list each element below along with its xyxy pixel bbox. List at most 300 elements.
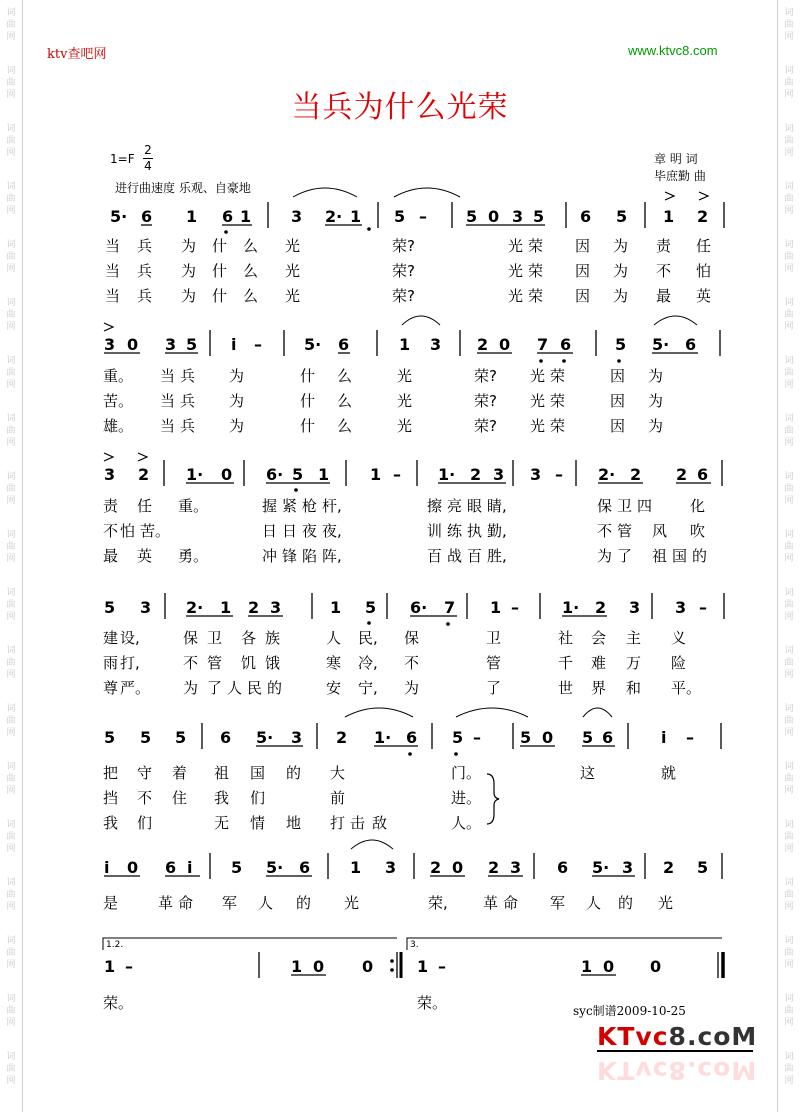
- lyric-char: 么: [243, 237, 259, 255]
- lyric-char: 会: [591, 629, 607, 647]
- lyric-char: 不: [183, 654, 199, 672]
- lyric-char: 险: [671, 654, 687, 672]
- lyric-char: 荣: [550, 367, 566, 385]
- watermark-char: 网: [784, 264, 794, 274]
- lyric-char: 民,: [358, 629, 378, 647]
- lyric-char: 不: [404, 654, 420, 672]
- score-note: 2: [697, 207, 709, 226]
- watermark-char: 曲: [784, 716, 794, 726]
- lyric-char: 兵: [137, 287, 153, 305]
- lyric-char: 的: [618, 894, 634, 912]
- slur: [583, 708, 612, 717]
- score-note: 1: [350, 858, 362, 877]
- lyric-char: 么: [243, 262, 259, 280]
- score-note: 1: [399, 335, 411, 354]
- score-note: –: [473, 728, 481, 747]
- watermark-char: 词: [784, 762, 794, 772]
- watermark-char: 网: [6, 32, 16, 42]
- score-note: 1·: [438, 465, 456, 484]
- watermark-char: 曲: [784, 368, 794, 378]
- lyric-char: 各: [241, 629, 257, 647]
- lyric-char: 睛,: [487, 497, 507, 515]
- lyric-char: 握: [262, 497, 278, 515]
- lyric-char: 当: [105, 262, 121, 280]
- lyric-char: 任: [696, 237, 712, 255]
- lyric-char: 敌: [372, 814, 388, 832]
- lyric-char: 荣。: [103, 994, 134, 1012]
- lyric-char: 民: [247, 679, 263, 697]
- score-note: 5: [452, 728, 464, 747]
- score-note: 1·: [186, 465, 204, 484]
- score-note: 1: [490, 598, 502, 617]
- lyric-char: 什: [300, 367, 316, 385]
- lyric-char: 夜,: [322, 522, 342, 540]
- lyric-char: 荣?: [474, 417, 497, 435]
- watermark-char: 词: [784, 124, 794, 134]
- score-note: i: [231, 335, 237, 354]
- score-note: 2: [336, 728, 348, 747]
- watermark-char: 词: [784, 414, 794, 424]
- lyric-char: 卫: [486, 629, 502, 647]
- score-note: 2: [430, 858, 442, 877]
- score-note: 0: [221, 465, 233, 484]
- lyric-char: 责: [103, 497, 119, 515]
- score-note: 5: [292, 465, 304, 484]
- lyric-char: 设,: [120, 629, 140, 647]
- score-note: 6: [165, 858, 177, 877]
- watermark-char: 网: [784, 960, 794, 970]
- score-note: 0: [650, 957, 662, 976]
- score-note: 6: [299, 858, 311, 877]
- watermark-char: 曲: [784, 600, 794, 610]
- lyric-char: 练: [447, 522, 463, 540]
- accent-mark: [699, 192, 708, 200]
- lyric-char: 无: [214, 814, 230, 832]
- volta-bracket-1: [103, 938, 397, 950]
- lyric-char: 为: [183, 679, 199, 697]
- time-denominator: 4: [144, 159, 152, 173]
- watermark-char: 曲: [6, 252, 16, 262]
- score-note: 3: [510, 858, 522, 877]
- watermark-char: 曲: [6, 1006, 16, 1016]
- watermark-char: 曲: [6, 658, 16, 668]
- lyric-char: 兵: [180, 392, 196, 410]
- lyric-char: 世: [558, 679, 574, 697]
- lyric-char: 亮: [447, 497, 463, 515]
- lyric-char: 的: [286, 764, 302, 782]
- score-note: i: [104, 858, 110, 877]
- lyric-char: 千: [558, 654, 574, 672]
- lyric-char: 擦: [427, 497, 443, 515]
- watermark-char: 词: [6, 8, 16, 18]
- lyric-char: 这: [580, 764, 596, 782]
- watermark-char: 词: [6, 588, 16, 598]
- watermark-char: 网: [784, 728, 794, 738]
- lyric-char: 紧: [282, 497, 298, 515]
- lyric-char: 不: [137, 789, 153, 807]
- score-note: i: [661, 728, 667, 747]
- lyric-char: 了: [207, 679, 223, 697]
- lyric-char: 族: [265, 629, 281, 647]
- lyric-char: 饥: [241, 654, 257, 672]
- lyric-char: 四: [637, 497, 653, 515]
- octave-dot: [562, 359, 566, 363]
- lyric-char: 们: [137, 814, 153, 832]
- lyric-char: 宁,: [358, 679, 378, 697]
- score-note: 1: [330, 598, 342, 617]
- watermark-char: 词: [784, 588, 794, 598]
- lyric-char: 光: [508, 287, 524, 305]
- watermark-char: 曲: [6, 716, 16, 726]
- lyric-char: 最: [656, 287, 672, 305]
- watermark-char: 曲: [784, 252, 794, 262]
- site-name-left[interactable]: ktv查吧网: [47, 47, 107, 62]
- lyric-char: 打,: [120, 654, 140, 672]
- lyric-char: 兵: [180, 417, 196, 435]
- watermark-char: 词: [784, 936, 794, 946]
- lyric-char: 阵,: [322, 547, 342, 565]
- lyric-char: 么: [337, 392, 353, 410]
- lyric-char: 祖: [652, 547, 668, 565]
- watermark-char: 网: [6, 670, 16, 680]
- lyric-char: 杆,: [322, 497, 342, 515]
- score-note: 5: [104, 728, 116, 747]
- lyric-char: 不: [656, 262, 672, 280]
- watermark-char: 曲: [784, 890, 794, 900]
- watermark-char: 网: [6, 496, 16, 506]
- lyric-char: 因: [610, 367, 626, 385]
- watermark-char: 网: [6, 90, 16, 100]
- watermark-char: 词: [784, 66, 794, 76]
- lyric-char: 地: [286, 814, 302, 832]
- lyric-char: 为: [613, 262, 629, 280]
- watermark-char: 曲: [6, 368, 16, 378]
- lyric-char: 革: [483, 894, 499, 912]
- lyric-char: 什: [212, 287, 228, 305]
- lyric-char: 人: [258, 894, 274, 912]
- watermark-char: 词: [784, 646, 794, 656]
- lyric-char: 管: [486, 654, 502, 672]
- score-note: 3: [493, 465, 505, 484]
- watermark-char: 网: [6, 264, 16, 274]
- lyric-char: 冲: [262, 547, 278, 565]
- lyric-char: 为: [648, 367, 664, 385]
- lyric-char: 大: [330, 764, 346, 782]
- score-note: 2: [248, 598, 260, 617]
- score-note: 5·: [592, 858, 610, 877]
- watermark-char: 网: [6, 960, 16, 970]
- watermark-char: 网: [6, 148, 16, 158]
- score-note: 2: [595, 598, 607, 617]
- lyric-char: 万: [626, 654, 642, 672]
- lyric-char: 为: [229, 367, 245, 385]
- lyric-char: 守: [137, 764, 153, 782]
- octave-dot: [367, 227, 371, 231]
- score-note: 2·: [598, 465, 616, 484]
- lyric-char: 因: [575, 287, 591, 305]
- lyric-char: 冷,: [358, 654, 378, 672]
- site-url-right[interactable]: www.ktvc8.com: [628, 43, 718, 58]
- watermark-char: 词: [6, 1052, 16, 1062]
- lyric-char: 兵: [137, 262, 153, 280]
- score-note: 7: [537, 335, 549, 354]
- watermark-char: 网: [6, 786, 16, 796]
- lyric-brace: [487, 774, 499, 824]
- lyric-char: 荣: [550, 392, 566, 410]
- lyric-char: 管: [617, 522, 633, 540]
- lyric-char: 荣: [528, 237, 544, 255]
- watermark-char: 网: [784, 32, 794, 42]
- score-note: 5: [616, 207, 628, 226]
- octave-dot: [224, 230, 228, 234]
- lyric-char: 勇。: [178, 547, 209, 565]
- lyric-char: 是: [103, 894, 119, 912]
- lyric-char: 为: [648, 392, 664, 410]
- watermark-char: 网: [6, 612, 16, 622]
- lyric-char: 百: [427, 547, 443, 565]
- lyric-char: 难: [591, 654, 607, 672]
- arranger-credit: syc制谱2009-10-25: [573, 1004, 686, 1018]
- watermark-char: 词: [784, 878, 794, 888]
- lyric-char: 英: [137, 547, 153, 565]
- lyric-char: 建: [103, 629, 119, 647]
- watermark-char: 网: [784, 322, 794, 332]
- watermark-char: 网: [6, 844, 16, 854]
- accent-mark: [104, 323, 113, 331]
- lyric-char: 义: [671, 629, 687, 647]
- score-note: 1·: [374, 728, 392, 747]
- lyric-char: 荣?: [392, 237, 415, 255]
- lyric-char: 荣。: [417, 994, 448, 1012]
- accent-mark: [138, 453, 147, 461]
- watermark-char: 网: [6, 554, 16, 564]
- watermark-char: 曲: [6, 310, 16, 320]
- score-note: 3: [291, 728, 303, 747]
- lyric-char: 百: [467, 547, 483, 565]
- octave-dot: [408, 752, 412, 756]
- score-note: 7: [444, 598, 456, 617]
- octave-dot: [454, 752, 458, 756]
- watermark-char: 网: [6, 380, 16, 390]
- score-note: 5: [394, 207, 406, 226]
- lyric-char: 当: [160, 392, 176, 410]
- lyric-char: 荣: [528, 262, 544, 280]
- score-note: 2: [488, 858, 500, 877]
- lyric-char: 祖: [214, 764, 230, 782]
- watermark-char: 词: [6, 820, 16, 830]
- lyric-char: 为: [181, 237, 197, 255]
- accent-mark: [665, 192, 674, 200]
- watermark-char: 曲: [784, 948, 794, 958]
- lyric-char: 光: [530, 392, 546, 410]
- score-note: –: [555, 465, 563, 484]
- octave-dot: [446, 622, 450, 626]
- logo-reflection: KTvc8.coM: [597, 1056, 758, 1085]
- lyric-char: 夜: [302, 522, 318, 540]
- score-note: –: [511, 598, 519, 617]
- lyric-char: 社: [558, 629, 574, 647]
- lyric-char: 卫: [617, 497, 633, 515]
- score-note: 1: [417, 957, 429, 976]
- lyric-char: 雄。: [103, 417, 134, 435]
- lyric-char: 为: [229, 392, 245, 410]
- watermark-char: 词: [784, 472, 794, 482]
- watermark-char: 网: [784, 786, 794, 796]
- watermark-char: 网: [784, 612, 794, 622]
- watermark-char: 网: [784, 670, 794, 680]
- watermark-char: 词: [6, 704, 16, 714]
- score-note: 5: [466, 207, 478, 226]
- watermark-char: 网: [6, 728, 16, 738]
- score-note: 5: [365, 598, 377, 617]
- watermark-char: 词: [6, 414, 16, 424]
- composer-credit: 毕庶勤 曲: [654, 169, 706, 183]
- score-note: 3: [430, 335, 442, 354]
- watermark-char: 词: [784, 530, 794, 540]
- score-note: 0: [127, 858, 139, 877]
- score-note: 5: [175, 728, 187, 747]
- watermark-char: 词: [6, 936, 16, 946]
- score-note: 5: [697, 858, 709, 877]
- lyric-char: 光: [530, 367, 546, 385]
- lyric-char: 人: [326, 629, 342, 647]
- watermark-char: 网: [784, 496, 794, 506]
- lyric-char: 了: [486, 679, 502, 697]
- lyric-char: 光: [285, 262, 301, 280]
- score-note: 5: [582, 728, 594, 747]
- score-note: 5: [140, 728, 152, 747]
- lyric-char: 军: [550, 894, 566, 912]
- lyric-char: 光: [397, 367, 413, 385]
- lyric-char: 为: [648, 417, 664, 435]
- slur: [293, 188, 357, 197]
- score-note: 5: [231, 858, 243, 877]
- score-note: 5·: [304, 335, 322, 354]
- watermark-char: 词: [784, 356, 794, 366]
- octave-dot: [539, 359, 543, 363]
- watermark-char: 曲: [6, 832, 16, 842]
- watermark-char: 曲: [6, 542, 16, 552]
- watermark-char: 曲: [784, 774, 794, 784]
- lyric-char: 尊: [103, 679, 119, 697]
- score-note: 5·: [256, 728, 274, 747]
- watermark-char: 曲: [784, 310, 794, 320]
- watermark-char: 曲: [6, 78, 16, 88]
- lyric-char: 吹: [690, 522, 706, 540]
- lyric-char: 饿: [265, 654, 281, 672]
- score-note: 1: [350, 207, 362, 226]
- watermark-char: 曲: [6, 600, 16, 610]
- watermark-char: 曲: [6, 774, 16, 784]
- score-note: 0: [542, 728, 554, 747]
- lyric-char: 日: [262, 522, 278, 540]
- lyric-char: 人: [586, 894, 602, 912]
- lyric-char: 化: [690, 497, 706, 515]
- lyric-char: 击: [350, 814, 366, 832]
- score-note: 3: [512, 207, 524, 226]
- score-note: 6: [560, 335, 572, 354]
- lyric-char: 人: [227, 679, 243, 697]
- score-note: 3: [629, 598, 641, 617]
- score-note: 3: [530, 465, 542, 484]
- lyric-char: 的: [692, 547, 708, 565]
- watermark-char: 词: [6, 646, 16, 656]
- score-note: 1: [581, 957, 593, 976]
- lyric-char: 严。: [120, 679, 151, 697]
- lyric-char: 苦。: [140, 522, 171, 540]
- watermark-char: 曲: [784, 484, 794, 494]
- score-note: 3: [675, 598, 687, 617]
- lyric-char: 执: [467, 522, 483, 540]
- lyric-char: 因: [575, 237, 591, 255]
- lyric-char: 革: [158, 894, 174, 912]
- watermark-char: 网: [784, 380, 794, 390]
- repeat-dot: [390, 968, 394, 972]
- lyric-char: 保: [597, 497, 613, 515]
- watermark-char: 网: [6, 438, 16, 448]
- score-note: 2: [477, 335, 489, 354]
- slur: [402, 316, 440, 325]
- accent-mark: [104, 453, 113, 461]
- score-note: 3: [622, 858, 634, 877]
- score-note: 0: [603, 957, 615, 976]
- watermark-char: 词: [6, 182, 16, 192]
- score-note: 1·: [562, 598, 580, 617]
- lyric-char: 怕: [696, 262, 712, 280]
- lyric-char: 光: [508, 262, 524, 280]
- watermark-char: 词: [6, 762, 16, 772]
- slur: [456, 708, 528, 717]
- lyric-char: 保: [183, 629, 199, 647]
- lyric-char: 光: [658, 894, 674, 912]
- lyric-char: 因: [610, 392, 626, 410]
- watermark-char: 网: [784, 206, 794, 216]
- lyric-char: 寒: [326, 654, 342, 672]
- lyric-char: 荣?: [474, 367, 497, 385]
- score-note: 5: [520, 728, 532, 747]
- score-note: 0: [499, 335, 511, 354]
- watermark-char: 曲: [784, 194, 794, 204]
- lyric-char: 光: [344, 894, 360, 912]
- lyric-char: 就: [661, 764, 677, 782]
- watermark-char: 曲: [6, 1064, 16, 1074]
- lyric-char: 为: [613, 237, 629, 255]
- watermark-char: 词: [6, 356, 16, 366]
- watermark-char: 网: [784, 554, 794, 564]
- lyric-char: 光: [285, 237, 301, 255]
- lyric-char: 日: [282, 522, 298, 540]
- lyric-char: 管: [207, 654, 223, 672]
- lyric-char: 和: [626, 679, 642, 697]
- lyric-char: 因: [610, 417, 626, 435]
- score-note: 1: [104, 957, 116, 976]
- lyric-char: 主: [626, 629, 642, 647]
- score-note: 0: [488, 207, 500, 226]
- watermark-char: 网: [784, 902, 794, 912]
- ktvc8-logo[interactable]: [597, 1022, 758, 1052]
- lyric-char: 胜,: [487, 547, 507, 565]
- score-note: i: [187, 858, 193, 877]
- watermark-char: 曲: [784, 426, 794, 436]
- slur: [345, 708, 413, 717]
- octave-dot: [367, 621, 371, 625]
- lyric-char: 们: [250, 789, 266, 807]
- lyric-char: 国: [672, 547, 688, 565]
- song-title: 当兵为什么光荣: [291, 90, 509, 125]
- lyric-char: 风: [652, 522, 668, 540]
- lyric-char: 着: [172, 764, 188, 782]
- score-note: –: [699, 598, 707, 617]
